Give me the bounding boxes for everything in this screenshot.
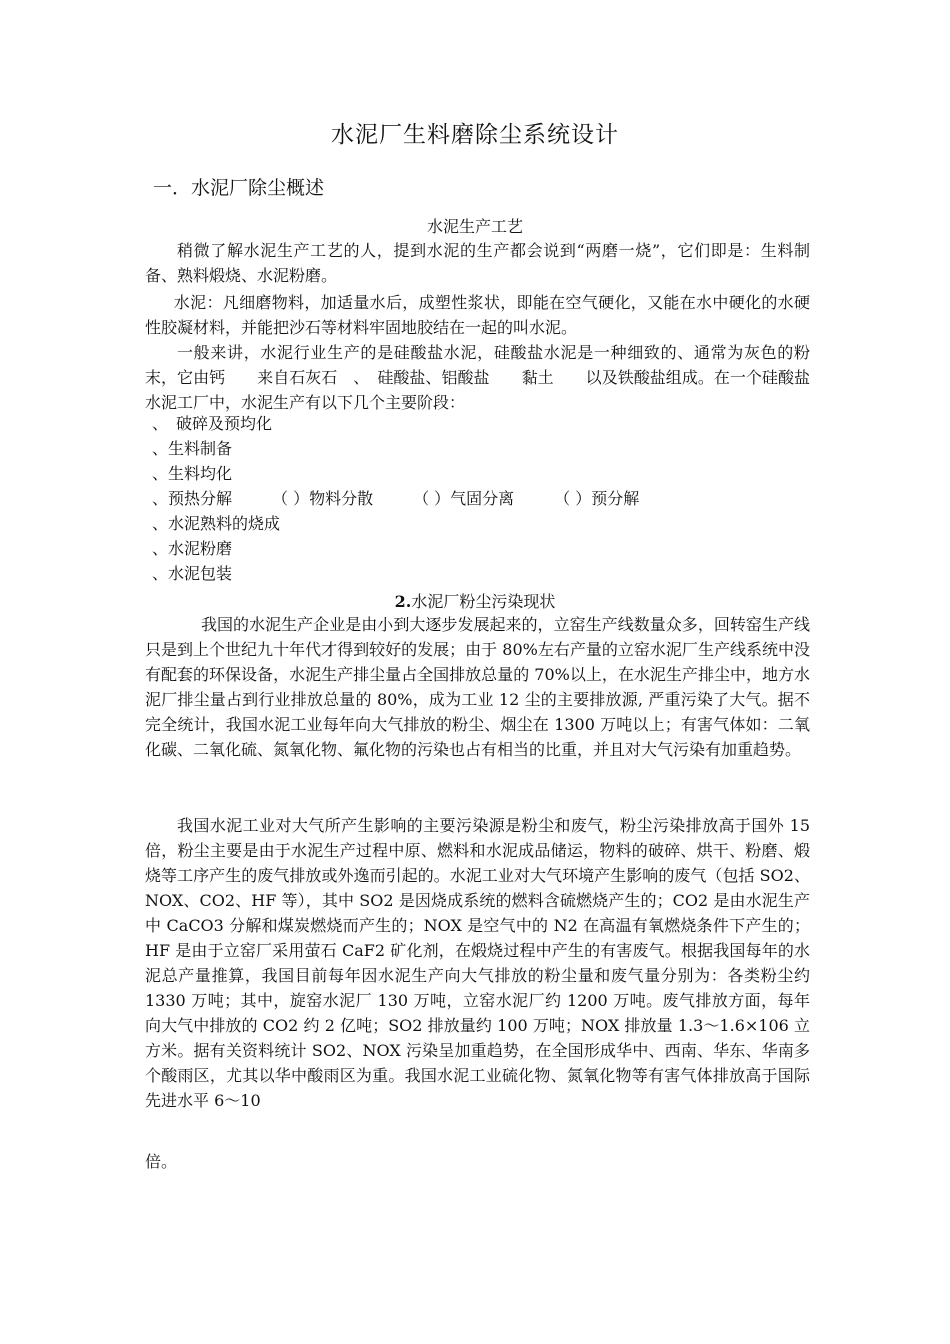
list-item: 、水泥粉磨 [152,539,233,558]
list-item: 、水泥包装 [152,564,233,583]
section-heading: 一．水泥厂除尘概述 [153,177,325,199]
paragraph-pollution-sources: 我国水泥工业对大气所产生影响的主要污染源是粉尘和废气，粉尘污染排放高于国外 15 倍，粉尘主要是由于水泥生产过程中原、燃料和水泥成品储运，物料的破碎、烘干、粉磨、煅烧等工序产生的废气排放或外逸而引起的。水泥工业对大气环境产生影响的废气（包括 SO2、NOX、CO2、HF 等），其中 SO2 是因烧成系统的燃料含硫燃烧产生的；CO2 是由水泥生产中 CaCO3 分解和煤炭燃烧而产生的；NOX 是空气中的 N2 在高温有氧燃烧条件下产生的；HF 是由于立窑厂采用萤石 CaF2 矿化剂，在煅烧过程中产生的有害废气。根据我国每年的水泥总产量推算，我国目前每年因水泥生产向大气排放的粉尘量和废气量分别为：各类粉尘约 1330 万吨；其中，旋窑水泥厂 130 万吨，立窑水泥厂约 1200 万吨。废气排放方面，每年向大气中排放的 CO2 约 2 亿吨；SO2 排放量约 100 万吨；NOX 排放量 1.3～1.6×106 立方米。据有关资料统计 SO2、NOX 污染呈加重趋势，在全国形成华中、西南、华东、华南多个酸雨区，尤其以华中酸雨区为重。我国水泥工业硫化物、氮氧化物等有害气体排放高于国际先进水平 6～10 [145,816,810,1110]
paragraph-pollution-status: 我国的水泥生产企业是由小到大逐步发展起来的，立窑生产线数量众多，回转窑生产线只是到上个世纪九十年代才得到较好的发展；由于 80%左右产量的立窑水泥厂生产线系统中没有配套的环保设备，水泥生产排尘量占全国排放总量的 70%以上，在水泥生产排尘中，地方水泥厂排尘量占到行业排放总量的 80%，成为工业 12 尘的主要排放源, 严重污染了大气。据不完全统计，我国水泥工业每年向大气排放的粉尘、烟尘在 1300 万吨以上；有害气体如：二氧化碳、二氧化硫、氮氧化物、氟化物的污染也占有相当的比重，并且对大气污染有加重趋势。 [145,615,810,759]
subsection-number: 2. [394,592,412,611]
production-steps-list [152,411,639,586]
list-item: 、生料均化 [152,464,233,483]
subsection-heading-pollution [0,589,950,612]
subsection-heading-process: 水泥生产工艺 [426,217,523,236]
paragraph-cement-definition: 水泥：凡细磨物料，加适量水后，成塑性浆状，即能在空气硬化，又能在水中硬化的水硬性胶凝材料，并能把沙石等材料牢固地胶结在一起的叫水泥。 [145,293,810,337]
list-item: 、预热分解 （ ）物料分散 （ ）气固分离 （ ）预分解 [152,489,640,508]
subsection-title: 水泥厂粉尘污染现状 [411,592,556,611]
list-item: 、 破碎及预均化 [152,414,273,433]
paragraph-production-stages: 一般来讲，水泥行业生产的是硅酸盐水泥，硅酸盐水泥是一种细致的、通常为灰色的粉末，它由钙 来自石灰石 、 硅酸盐、铝酸盐 黏土 以及铁酸盐组成。在一个硅酸盐 水泥工厂中，水泥生产有以下几个主要阶段： [145,343,827,412]
paragraph-tail: 倍。 [145,1152,178,1171]
list-item: 、水泥熟料的烧成 [152,514,281,533]
paragraph-intro: 稍微了解水泥生产工艺的人，提到水泥的生产都会说到“两磨一烧”，它们即是：生料制备、熟料煅烧、水泥粉磨。 [145,241,810,285]
list-item: 、生料制备 [152,439,233,458]
document-title: 水泥厂生料磨除尘系统设计 [331,122,619,148]
